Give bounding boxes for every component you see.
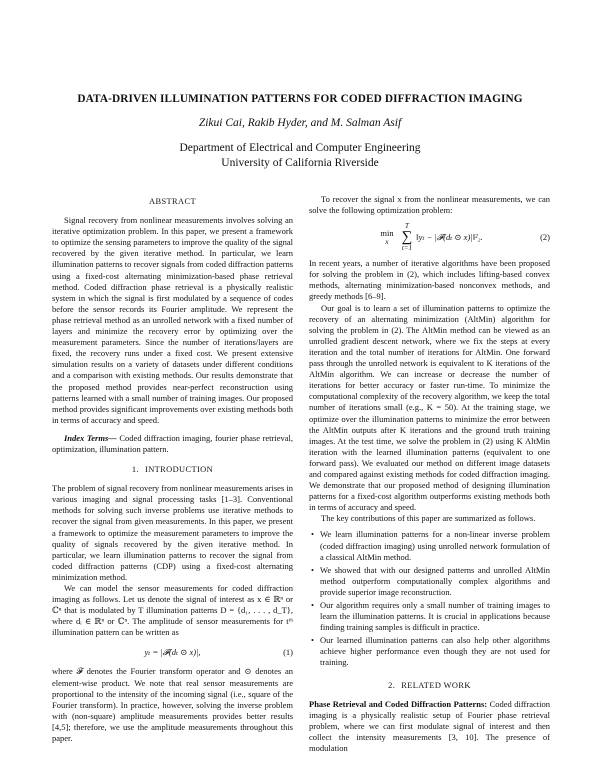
related-paragraph <box>309 699 550 754</box>
right-paragraph-3: Our goal is to learn a set of illumination patterns to optimize the recovery of an alternating minimization (AltMin) algorithm for solving the problem in (2). The AltMin method can be viewed as an unrolled gradient descent network, where we fix the steps at every iteration and the total number of iterations for AltMin. One forward pass through the unrolled network is equivalent to K iterations of the AltMin algorithm. We can increase or decrease the number of iterations for better accuracy or faster run-time. To minimize the computational complexity of the recovery algorithm, we keep the total number of iterations small (e.g., K = 50). At the training stage, we optimize over the illumination patterns to minimize the error between the AltMin outputs after K iterations and the ground truth training images. At the test time, we solve the problem in (2) using K AltMin iteration with the learned illumination patterns (equivalent to one forward pass). We evaluated our method on different image datasets and compared against existing methods for coded diffraction imaging. We demonstrate that our proposed method of designing illumination patterns for a fixed-cost algorithm outperforms existing methods both in terms of accuracy and speed. <box>309 302 550 513</box>
right-paragraph-2: In recent years, a number of iterative algorithms have been proposed for solving the problem in (2), which includes lifting-based convex methods, alternating minimization-based nonconvex methods, and greedy methods [6–9]. <box>309 258 550 302</box>
equation-1 <box>52 641 293 663</box>
related-number: 2. <box>388 680 396 690</box>
abstract-heading: ABSTRACT <box>149 197 196 206</box>
abstract-text: Signal recovery from nonlinear measurements involves solving an iterative optimization problem. In this paper, we present a framework to optimize the sensing parameters to improve the quality of the signal recovered by the given iterative method. In particular, we learn illumination patterns to recover signals from coded diffraction patterns using a fixed-cost alternating minimization-based phase retrieval method. Coded diffraction phase retrieval is a physically realistic system in which the signal is first modulated by a sequence of codes before the sensor records its Fourier amplitude. We represent the phase retrieval method as an unrolled network with a fixed number of layers and minimize the recovery error by optimizing over the measurement parameters. Since the number of iterations/layers are fixed, the recovery runs under a fixed cost. We present extensive simulation results on a variety of datasets under different conditions and a comparison with existing methods. Our results demonstrate that the proposed method provides near-perfect reconstruction using patterns learned with a small number of training images. Our proposed method provides significant improvements over existing methods both in terms of accuracy and speed. <box>52 215 293 425</box>
equation-2-sum-bottom: t=1 <box>401 244 413 253</box>
index-terms <box>52 433 293 455</box>
list-item: • We showed that with our designed patterns and unrolled AltMin method outperform computationally complex algorithms and provide superior image reconstruction. <box>320 565 550 598</box>
list-item: • Our algorithm requires only a small number of training images to learn the illumination patterns. It is crucial in applications because finding training samples is difficult in practice. <box>320 600 550 633</box>
equation-2-min-sub: x <box>385 237 389 246</box>
related-bold-lead: Phase Retrieval and Coded Diffraction Patterns: <box>309 698 488 709</box>
affiliation-line-2: University of California Riverside <box>221 157 379 169</box>
right-column <box>309 194 550 754</box>
contributions-list <box>309 529 550 668</box>
equation-2-sum <box>402 222 413 252</box>
sigma-symbol: ∑ <box>401 229 413 246</box>
intro-paragraph-3: where 𝓕 denotes the Fourier transform operator and ⊙ denotes an element-wise product. We note that real sensor measurements are proportional to the intensity of the incoming signal (i.e., square of the Fourier transform). In practice, however, solving the inverse problem with (non-square) amplitude measurements provides better results [4,5]; therefore, we use the amplitude measurements throughout this paper. <box>52 666 293 744</box>
equation-2 <box>309 219 550 255</box>
equation-1-number: (1) <box>283 646 293 657</box>
affiliation-line-1: Department of Electrical and Computer Engineering <box>179 142 421 154</box>
right-paragraph-1: To recover the signal x from the nonlinear measurements, we can solve the following optimization problem: <box>309 194 550 216</box>
equation-2-sum-top: T <box>404 222 409 231</box>
equation-2-min-op: min <box>380 227 394 238</box>
equation-1-body: yₜ = |𝓕(dₜ ⊙ x)|, <box>144 646 201 657</box>
related-heading-text: RELATED WORK <box>401 680 471 690</box>
index-terms-text: Coded diffraction imaging, fourier phase retrieval, optimization, illumination pattern. <box>52 432 294 454</box>
intro-heading <box>52 464 293 475</box>
index-terms-label: Index Terms— <box>64 432 117 443</box>
related-text: Coded diffraction imaging is a physically realistic setup of Fourier phase retrieval problem, where we can first modulate signal of interest and then collect the intensity measurements [3, 10]. The presence of modulation <box>309 698 550 754</box>
right-paragraph-4: The key contributions of this paper are summarized as follows. <box>321 513 536 524</box>
intro-paragraph-2: We can model the sensor measurements for coded diffraction imaging as follows. Let us denote the signal of interest as x ∈ ℝⁿ or ℂⁿ that is modulated by T illumination patterns D = {d₁, . . . , d_T}, where dᵢ ∈ ℝⁿ or ℂⁿ. The amplitude of sensor measurements for tᵗʰ illumination pattern can be written as <box>52 583 293 638</box>
intro-paragraph-1: The problem of signal recovery from nonlinear measurements arises in various imaging and signal processing tasks [1–3]. Conventional methods for solving such inverse problems use iterative methods to recover the signal from given measurements. In this paper, we present a framework to optimize the measurement parameters to improve the quality of signals recovered by the given iterative method. In particular, we learn illumination patterns to recover the signal from coded diffraction patterns (CDP) using a fixed-cost alternating minimization method. <box>52 483 293 582</box>
equation-2-body: ‖yₜ − |𝓕(dₜ ⊙ x)|‖²₂. <box>416 231 483 242</box>
intro-number: 1. <box>131 465 139 475</box>
equation-2-min <box>380 229 393 246</box>
affiliation <box>40 141 560 171</box>
paper-authors: Zikui Cai, Rakib Hyder, and M. Salman Asif <box>198 117 402 129</box>
intro-heading-text: INTRODUCTION <box>145 465 214 475</box>
equation-2-number: (2) <box>540 231 550 242</box>
paper-title: DATA-DRIVEN ILLUMINATION PATTERNS FOR CODED DIFFRACTION IMAGING <box>77 93 523 105</box>
related-work-heading <box>309 680 550 691</box>
list-item: • We learn illumination patterns for a non-linear inverse problem (coded diffraction imaging) using unrolled network formulation of a classical AltMin method. <box>320 529 550 562</box>
left-column <box>52 196 293 744</box>
list-item: • Our learned illumination patterns can also help other algorithms achieve higher performance even though they are not used for training. <box>320 635 550 668</box>
